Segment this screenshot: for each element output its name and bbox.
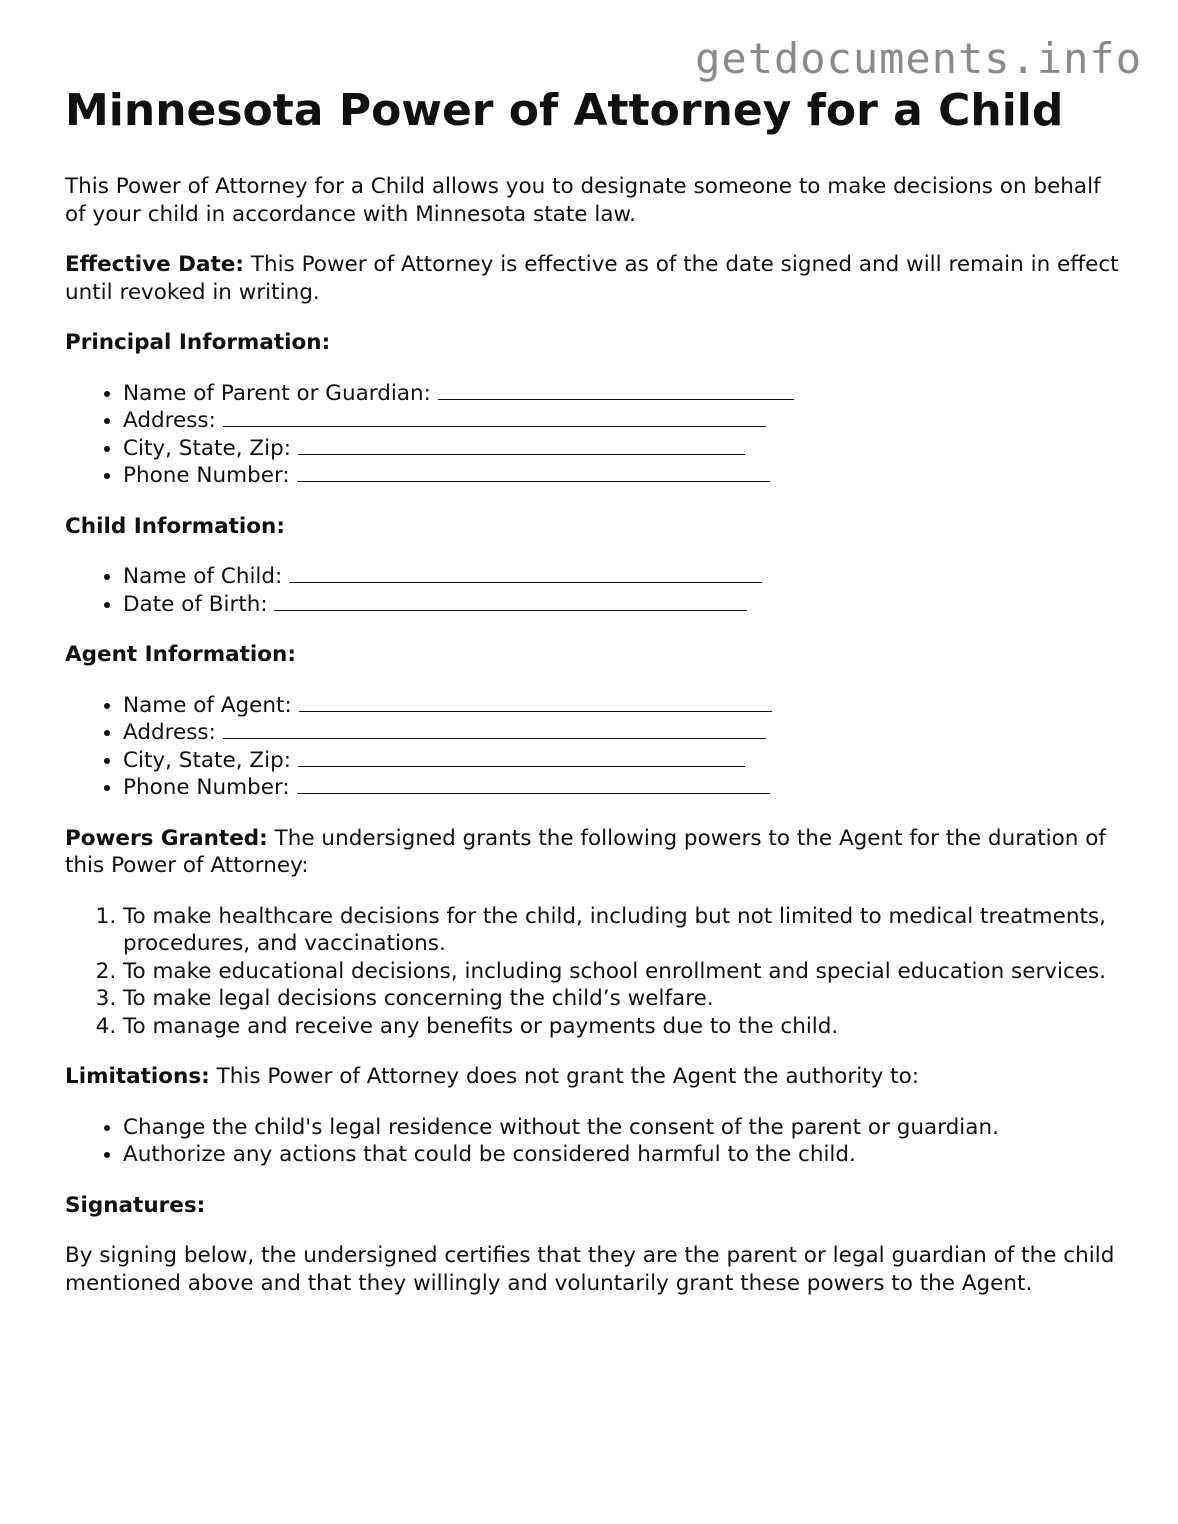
principal-fields [65, 380, 1125, 490]
power-item: 3. To make legal decisions concerning the child’s welfare. [123, 985, 1125, 1013]
limitation-item: • Change the child's legal residence without the consent of the parent or guardian. [123, 1114, 1125, 1142]
document-page [65, 84, 1125, 1320]
agent-address-blank[interactable] [223, 720, 766, 739]
child-heading: Child Information: [65, 513, 285, 539]
principal-phone-blank[interactable] [297, 463, 770, 482]
principal-city-blank[interactable] [298, 436, 745, 455]
power-item: 2. To make educational decisions, including school enrollment and special education services. [123, 958, 1125, 986]
limitations-paragraph [65, 1063, 1125, 1091]
power-item: 1. To make healthcare decisions for the child, including but not limited to medical treatments, procedures, and vaccinations. [123, 903, 1125, 958]
field-label: Date of Birth: [123, 591, 275, 617]
principal-heading: Principal Information: [65, 330, 331, 355]
limitations-label: Limitations: [65, 1064, 210, 1089]
effective-date-label: Effective Date: [65, 252, 244, 277]
agent-fields [65, 692, 1125, 802]
child-dob-blank[interactable] [274, 592, 747, 611]
principal-name-field [123, 380, 1125, 408]
child-name-field [123, 563, 1125, 591]
signatures-heading: Signatures: [65, 1192, 206, 1218]
page-title: Minnesota Power of Attorney for a Child [65, 85, 1064, 136]
limitations-text: This Power of Attorney does not grant the Agent the authority to: [209, 1064, 919, 1089]
limitation-item: • Authorize any actions that could be considered harmful to the child. [123, 1141, 1125, 1169]
agent-city-blank[interactable] [298, 748, 745, 767]
field-label: City, State, Zip: [123, 747, 298, 773]
agent-city-field [123, 747, 1125, 775]
agent-heading: Agent Information: [65, 642, 296, 667]
intro-paragraph: This Power of Attorney for a Child allows you to designate someone to make decisions on behalf of your child in accordance with Minnesota state law. [65, 174, 1101, 227]
power-item: 4. To manage and receive any benefits or payments due to the child. [123, 1013, 1125, 1041]
child-fields [65, 563, 1125, 618]
principal-city-field [123, 435, 1125, 463]
powers-text: The undersigned grants the following powers to the Agent for the duration of this Power of Attorney: [65, 825, 1106, 878]
field-label: Name of Agent: [123, 692, 299, 718]
field-label: Address: [123, 720, 223, 745]
child-name-blank[interactable] [289, 564, 762, 583]
agent-phone-field [123, 774, 1125, 802]
effective-date-text: This Power of Attorney is effective as of the date signed and will remain in effect until revoked in writing. [65, 252, 1119, 305]
agent-phone-blank[interactable] [297, 775, 770, 794]
signatures-paragraph: By signing below, the undersigned certifies that they are the parent or legal guardian of the child mentioned above and that they willingly and voluntarily grant these powers to the Agent. [65, 1243, 1115, 1296]
field-label: Address: [123, 408, 223, 433]
agent-address-field [123, 719, 1125, 747]
powers-paragraph [65, 825, 1125, 880]
field-label: Phone Number: [123, 463, 297, 488]
principal-address-field [123, 407, 1125, 435]
agent-name-field [123, 692, 1125, 720]
field-label: Phone Number: [123, 775, 297, 800]
principal-address-blank[interactable] [223, 408, 766, 427]
child-dob-field [123, 591, 1125, 619]
powers-list [65, 903, 1125, 1041]
effective-date-paragraph [65, 251, 1125, 306]
field-label: City, State, Zip: [123, 435, 298, 461]
principal-phone-field [123, 462, 1125, 490]
field-label: Name of Child: [123, 564, 290, 589]
field-label: Name of Parent or Guardian: [123, 380, 438, 406]
powers-label: Powers Granted: [65, 825, 268, 851]
agent-name-blank[interactable] [299, 693, 772, 712]
parent-name-blank[interactable] [438, 381, 794, 400]
limitations-list [65, 1114, 1125, 1169]
watermark: getdocuments.info [695, 34, 1142, 83]
